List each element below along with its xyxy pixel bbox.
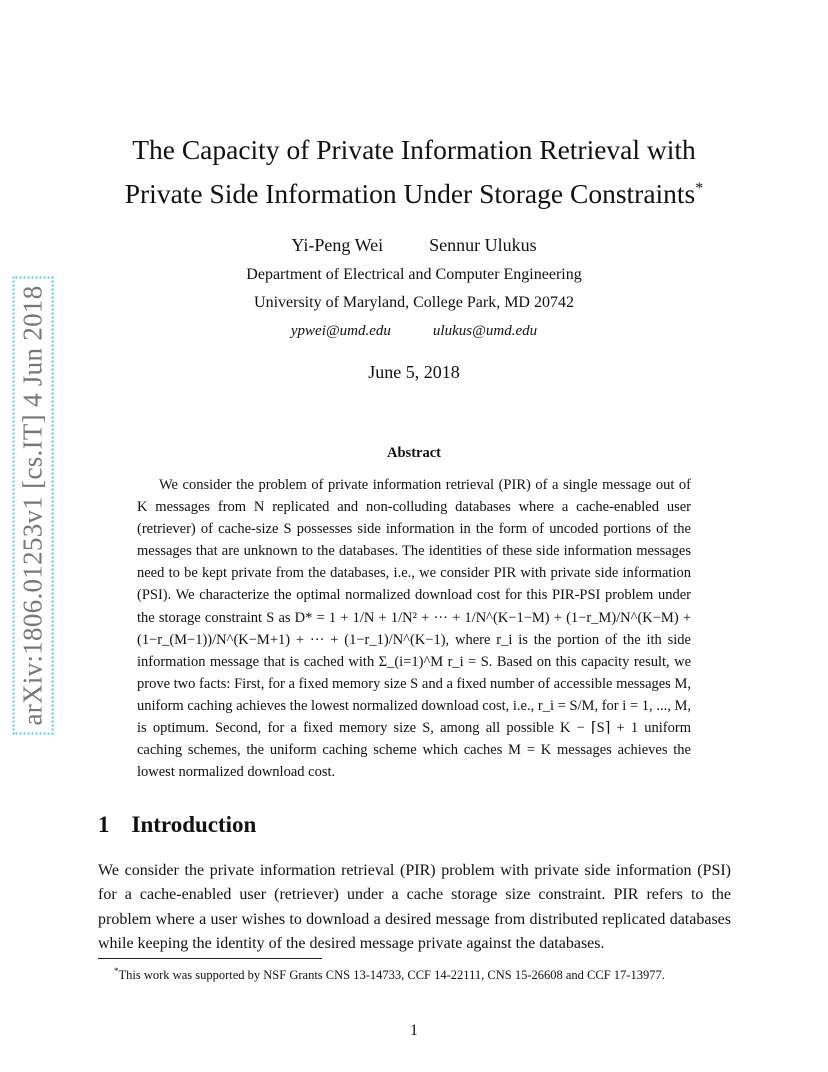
abstract-text: We consider the problem of private information retrieval (PIR) of a single message out of K messages from N replicated and non-colluding databases where a cache-enabled user (retriever) of cache-size S possesses side information in the form of uncoded portions of the messages that are unknown to the databases. The identities of these side information messages need to be kept private from the databases, i.e., we consider PIR with private side information (PSI). We characterize the optimal normalized download cost for this PIR-PSI problem under the storage constraint S as D* = 1 + 1/N + 1/N² + ··· + 1/N^(K−1−M) + (1−r_M)/N^(K−M) + (1−r_(M−1))/N^(K−M+1) + ··· + (1−r_1)/N^(K−1), where r_i is the portion of the ith side information message that is cached with Σ_(i=1)^M r_i = S. Based on this capacity result, we prove two facts: First, for a fixed memory size S and a fixed number of accessible messages M, uniform caching achieves the lowest normalized download cost, i.e., r_i = S/M, for i = 1, ..., M, is optimum. Second, for a fixed memory size S, among all possible K − ⌈S⌉ + 1 uniform caching schemes, the uniform caching scheme which caches M = K messages achieves the lowest normalized download cost.: [137, 477, 691, 781]
author-email: ypwei@umd.edu: [290, 323, 391, 339]
title-text: The Capacity of Private Information Retrieval with Private Side Information Under Storage Constraints: [124, 134, 696, 210]
abstract-heading: Abstract: [387, 445, 441, 461]
paper-date: June 5, 2018: [368, 362, 460, 382]
footnote-rule: [98, 958, 322, 959]
section-heading: [98, 812, 256, 838]
affiliation-university: University of Maryland, College Park, MD 20742: [254, 294, 574, 311]
footnote-text: This work was supported by NSF Grants CNS 13-14733, CCF 14-22111, CNS 15-26608 and CCF 17-13977.: [118, 968, 665, 983]
arxiv-stamp: arXiv:1806.01253v1 [cs.IT] 4 Jun 2018: [18, 280, 48, 730]
author-name: Yi-Peng Wei: [291, 235, 384, 255]
footnote: [98, 962, 731, 984]
page-number: 1: [410, 1022, 418, 1039]
title-footnote-mark: *: [695, 180, 704, 197]
section-number: 1: [98, 812, 110, 837]
author-name: Sennur Ulukus: [429, 235, 537, 255]
email-list: [100, 323, 728, 340]
intro-paragraph: We consider the private information retrieval (PIR) problem with private side information (PSI) for a cache-enabled user (retriever) under a cache storage size constraint. PIR refers to the problem where a user wishes to download a desired message from distributed replicated databases while keeping the identity of the desired message private against the databases.: [98, 862, 731, 953]
footnote-mark: *: [114, 966, 119, 976]
section-title: Introduction: [131, 812, 257, 837]
affiliation-department: Department of Electrical and Computer Engineering: [246, 266, 582, 283]
paper-title: [100, 130, 728, 213]
author-email: ulukus@umd.edu: [432, 323, 538, 339]
author-list: [100, 235, 728, 256]
